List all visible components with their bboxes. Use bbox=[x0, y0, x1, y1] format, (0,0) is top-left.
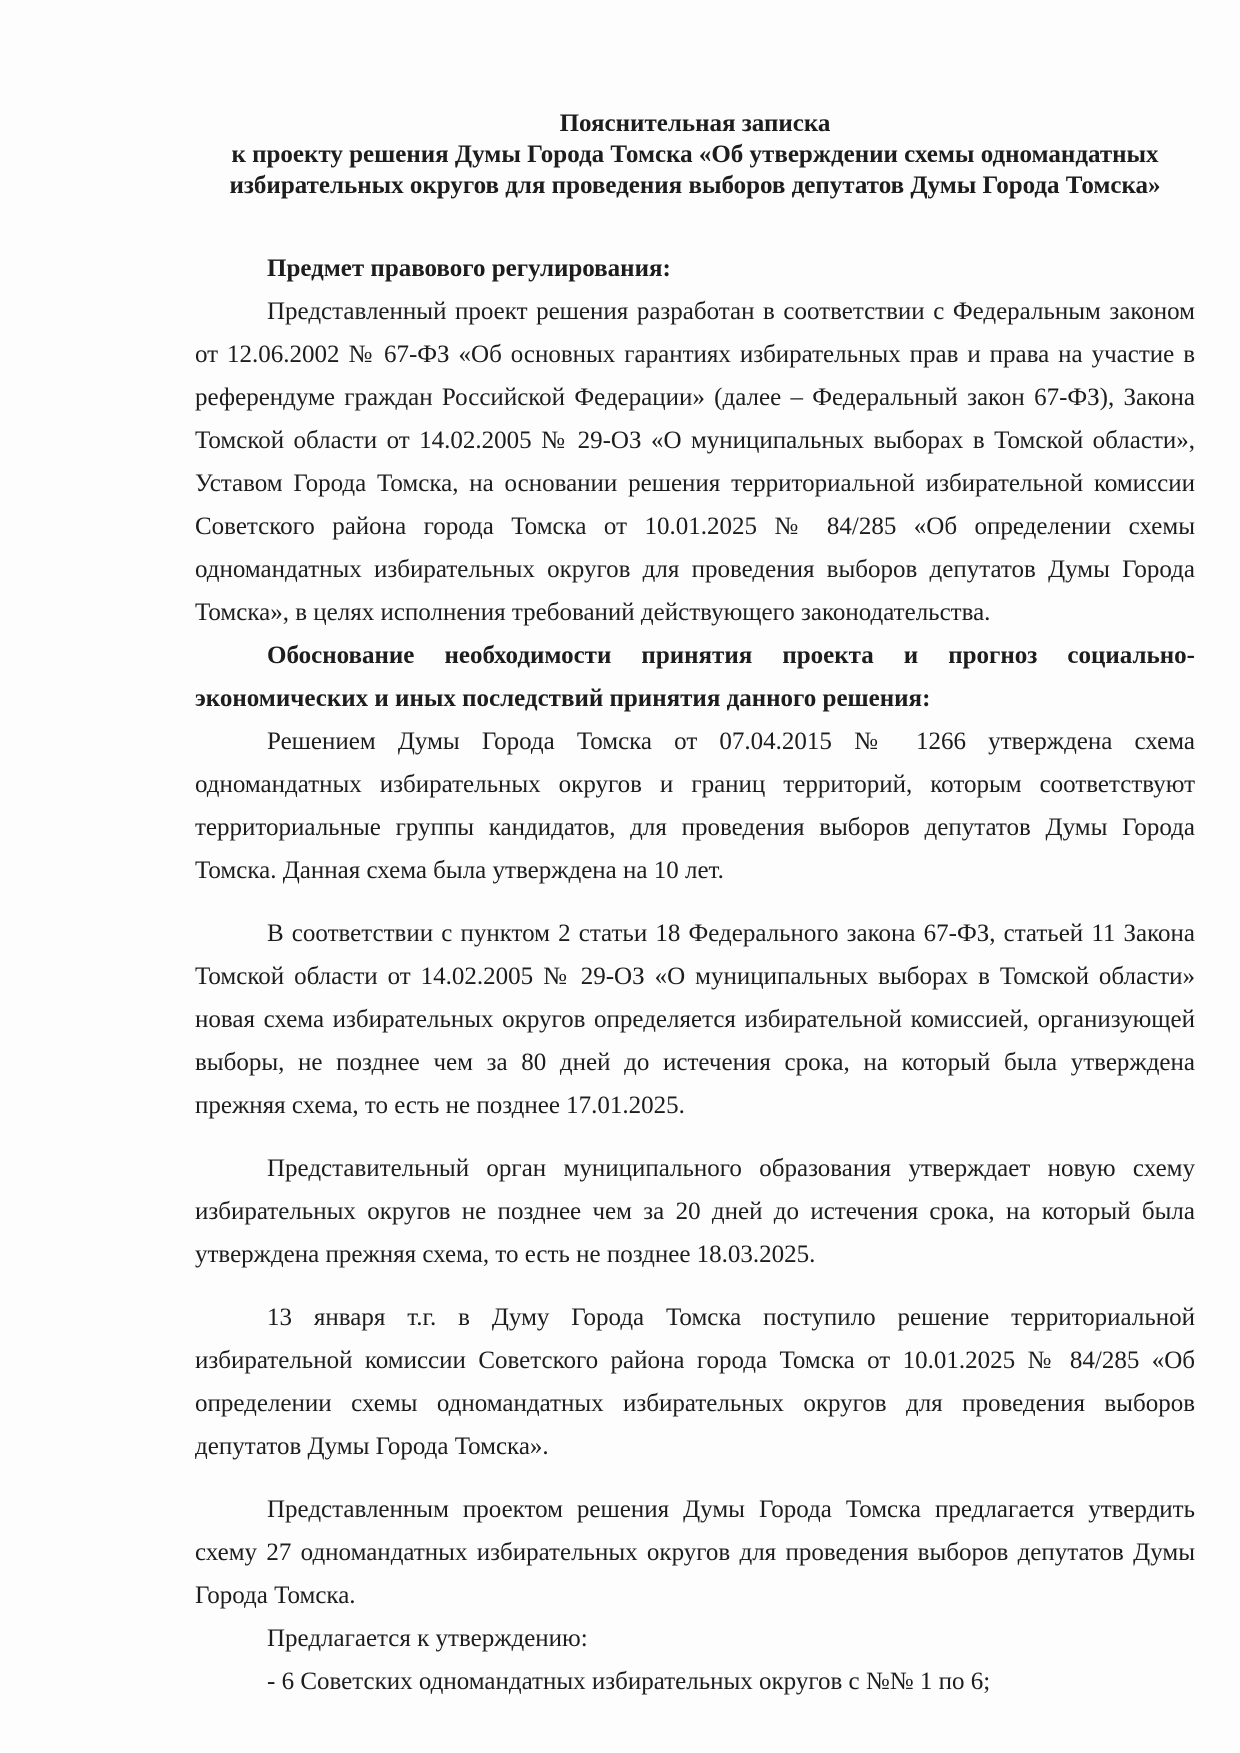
document-content bbox=[195, 108, 1195, 1703]
title-line-2: к проекту решения Думы Города Томска «Об утверждении схемы одномандатных bbox=[231, 141, 1159, 168]
section-heading-justification: Обоснование необходимости принятия проекта и прогноз социально-экономических и иных последствий принятия данного решения: bbox=[195, 642, 1195, 712]
proposal-item-1: - 6 Советских одномандатных избирательных округов с №№ 1 по 6; bbox=[267, 1668, 991, 1695]
paragraph-3: Представительный орган муниципального образования утверждает новую схему избирательных округов не позднее чем за 20 дней до истечения срока, на который была утверждена прежняя схема, то есть не позднее 18.03.2025. bbox=[195, 1155, 1195, 1268]
section-heading-subject: Предмет правового регулирования: bbox=[267, 255, 671, 282]
paragraph-2: В соответствии с пунктом 2 статьи 18 Федерального закона 67-ФЗ, статьей 11 Закона Томской области от 14.02.2005 № 29-ОЗ «О муниципальных выборах в Томской области» новая схема избирательных округов определяется избирательной комиссией, организующей выборы, не позднее чем за 80 дней до истечения срока, на который была утверждена прежняя схема, то есть не позднее 17.01.2025. bbox=[195, 920, 1195, 1119]
proposal-intro: Предлагается к утверждению: bbox=[267, 1625, 588, 1652]
section-text-subject: Представленный проект решения разработан в соответствии с Федеральным законом от 12.06.2002 № 67-ФЗ «Об основных гарантиях избирательных прав и права на участие в референдуме граждан Российской Федерации» (далее – Федеральный закон 67-ФЗ), Закона Томской области от 14.02.2005 № 29-ОЗ «О муниципальных выборах в Томской области», Уставом Города Томска, на основании решения территориальной избирательной комиссии Советского района города Томска от 10.01.2025 № 84/285 «Об определении схемы одномандатных избирательных округов для проведения выборов депутатов Думы Города Томска», в целях исполнения требований действующего законодательства. bbox=[195, 298, 1195, 626]
document-title bbox=[195, 108, 1195, 201]
paragraph-1: Решением Думы Города Томска от 07.04.2015 № 1266 утверждена схема одномандатных избирательных округов и границ территорий, которым соответствуют территориальные группы кандидатов, для проведения выборов депутатов Думы Города Томска. Данная схема была утверждена на 10 лет. bbox=[195, 728, 1195, 884]
title-line-1: Пояснительная записка bbox=[559, 110, 831, 137]
paragraph-4: 13 января т.г. в Думу Города Томска поступило решение территориальной избирательной комиссии Советского района города Томска от 10.01.2025 № 84/285 «Об определении схемы одномандатных избирательных округов для проведения выборов депутатов Думы Города Томска». bbox=[195, 1304, 1195, 1460]
paragraph-5: Представленным проектом решения Думы Города Томска предлагается утвердить схему 27 одномандатных избирательных округов для проведения выборов депутатов Думы Города Томска. bbox=[195, 1496, 1195, 1609]
title-line-3: избирательных округов для проведения выборов депутатов Думы Города Томска» bbox=[229, 172, 1161, 199]
